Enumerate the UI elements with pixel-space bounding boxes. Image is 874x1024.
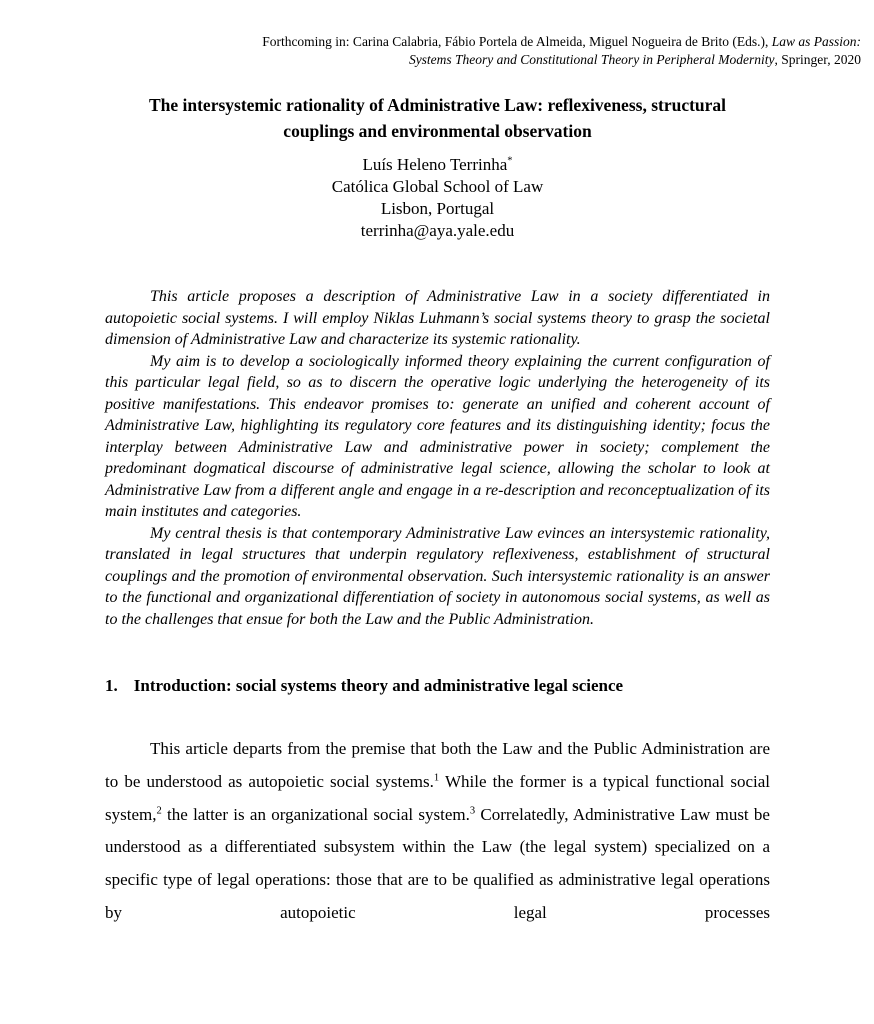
author-block	[105, 154, 770, 242]
author-email: terrinha@aya.yale.edu	[360, 221, 515, 240]
author-affiliation: Católica Global School of Law	[331, 177, 544, 196]
paper-title-line-2: couplings and environmental observation	[283, 120, 592, 141]
abstract	[105, 286, 770, 630]
abstract-paragraph-2: My aim is to develop a sociologically informed theory explaining the current configuration of this particular legal field, so as to discern the operative logic underlying the heterogeneity of its positive manifestations. This endeavor promises to: generate an unified and coherent account of Administrative Law, highlighting its regulatory core features and its distinguishing identity; focus the interplay between Administrative Law and administrative power in society; complement the predominant dogmatical discourse of administrative legal science, allowing the scholar to look at Administrative Law from a different angle and engage in a re-description and reconceptualization of its main institutes and categories.	[105, 352, 770, 520]
forthcoming-note	[105, 33, 861, 68]
author-name: Luís Heleno Terrinha*	[362, 155, 513, 174]
author-location: Lisbon, Portugal	[380, 199, 495, 218]
body-paragraph: This article departs from the premise that both the Law and the Public Administration are to be understood as autopoietic social systems.$^1$ While the former is a typical functional social system,$^2$ the latter is an organizational social system.$^3$ Correlatedly, Administrative Law must be understood as a differentiated subsystem within the Law (the legal system) specialized on a specific type of legal operations: those that are to be qualified as administrative legal operations by autopoietic legal processes	[105, 739, 770, 922]
forthcoming-note-line-1: Forthcoming in: Carina Calabria, Fábio Portela de Almeida, Miguel Nogueira de Brito (Eds.), Law as Passion:	[262, 34, 861, 49]
paper-title	[105, 93, 770, 144]
section-number: 1.	[105, 676, 118, 695]
paper-title-line-1: The intersystemic rationality of Administrative Law: reflexiveness, structural	[148, 95, 727, 115]
abstract-paragraph-1: This article proposes a description of Administrative Law in a society differentiated in autopoietic social systems. I will employ Niklas Luhmann’s social systems theory to grasp the societal dimension of Administrative Law and characterize its systemic rationality.	[105, 288, 770, 348]
abstract-paragraph-3: My central thesis is that contemporary Administrative Law evinces an intersystemic rationality, translated in legal structures that underpin regulatory reflexiveness, establishment of structural couplings and the promotion of environmental observation. Such intersystemic rationality is an answer to the functional and organizational differentiation of society in autonomous social systems, as well as to the challenges that ensue for both the Law and the Public Administration.	[105, 524, 770, 628]
section-title: Introduction: social systems theory and administrative legal science	[133, 676, 624, 695]
forthcoming-note-line-2: Systems Theory and Constitutional Theory in Peripheral Modernity, Springer, 2020	[408, 51, 861, 67]
section-heading	[105, 675, 770, 697]
